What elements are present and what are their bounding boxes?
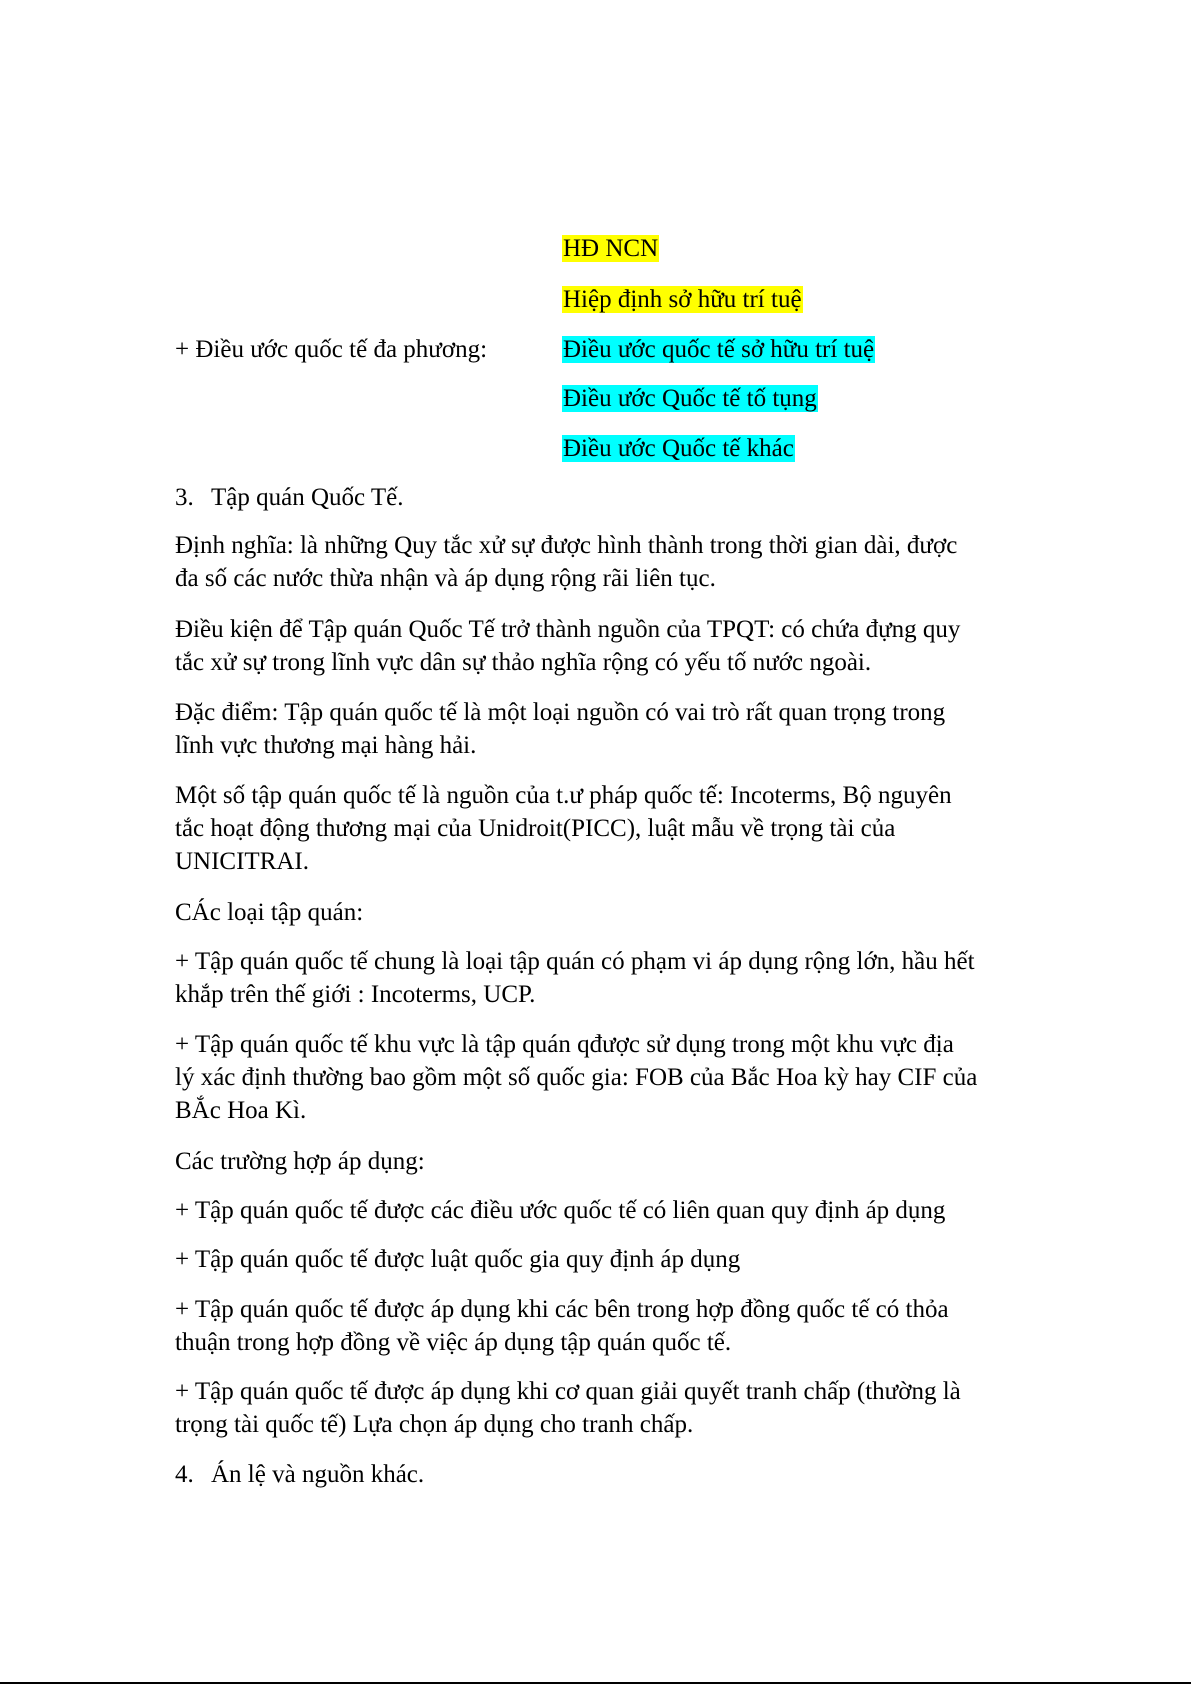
highlighted-text: Điều ước quốc tế sở hữu trí tuệ [563, 336, 875, 363]
paragraph-line: tắc hoạt động thương mại của Unidroit(PICC), luật mẫu về trọng tài của [175, 815, 896, 842]
paragraph-line: UNICITRAI. [175, 848, 310, 875]
multilateral-item [562, 432, 795, 465]
paragraph-line: Các trường hợp áp dụng: [175, 1148, 425, 1175]
section-title: Án lệ và nguồn khác. [211, 1461, 425, 1488]
paragraph-line: Đặc điểm: Tập quán quốc tế là một loại nguồn có vai trò rất quan trọng trong [175, 699, 946, 726]
page-bottom-rule [0, 1682, 1191, 1684]
section-4-heading [175, 1458, 424, 1491]
paragraph-line: + Tập quán quốc tế được các điều ước quốc tế có liên quan quy định áp dụng [175, 1197, 946, 1224]
paragraph-line: Điều kiện để Tập quán Quốc Tế trở thành nguồn của TPQT: có chứa đựng quy [175, 616, 961, 643]
paragraph-line: + Tập quán quốc tế chung là loại tập quán có phạm vi áp dụng rộng lớn, hầu hết [175, 948, 975, 975]
cases-heading [175, 1145, 1075, 1178]
types-heading [175, 896, 1075, 929]
multilateral-item [562, 333, 875, 366]
multilateral-item [562, 382, 818, 415]
paragraph-line: khắp trên thế giới : Incoterms, UCP. [175, 981, 536, 1008]
regional-custom-paragraph [175, 1028, 1075, 1127]
section-title: Tập quán Quốc Tế. [211, 484, 404, 511]
feature-paragraph [175, 696, 1075, 762]
highlighted-text: Điều ước Quốc tế khác [563, 435, 794, 462]
case-item [175, 1194, 1075, 1227]
paragraph-line: Một số tập quán quốc tế là nguồn của t.ư pháp quốc tế: Incoterms, Bộ nguyên [175, 782, 952, 809]
highlighted-text: Hiệp định sở hữu trí tuệ [563, 286, 802, 313]
section-number: 4. [175, 1461, 194, 1488]
case-item [175, 1375, 1075, 1441]
paragraph-line: + Tập quán quốc tế được áp dụng khi cơ quan giải quyết tranh chấp (thường là [175, 1378, 961, 1405]
paragraph-line: Định nghĩa: là những Quy tắc xử sự được hình thành trong thời gian dài, được [175, 532, 958, 559]
paragraph-line: + Tập quán quốc tế khu vực là tập quán qđược sử dụng trong một khu vực địa [175, 1031, 954, 1058]
examples-paragraph [175, 779, 1075, 878]
multilateral-item [562, 232, 659, 265]
highlighted-text: HĐ NCN [563, 235, 659, 262]
section-3-heading [175, 481, 404, 514]
highlighted-text: Điều ước Quốc tế tố tụng [563, 385, 817, 412]
paragraph-line: + Tập quán quốc tế được áp dụng khi các bên trong hợp đồng quốc tế có thỏa [175, 1296, 949, 1323]
paragraph-line: đa số các nước thừa nhận và áp dụng rộng rãi liên tục. [175, 565, 716, 592]
paragraph-line: lĩnh vực thương mại hàng hải. [175, 732, 477, 759]
general-custom-paragraph [175, 945, 1075, 1011]
paragraph-line: CÁc loại tập quán: [175, 899, 364, 926]
case-item [175, 1243, 1075, 1276]
multilateral-item [562, 283, 803, 316]
paragraph-line: + Tập quán quốc tế được luật quốc gia quy định áp dụng [175, 1246, 741, 1273]
multilateral-label: + Điều ước quốc tế đa phương: [175, 336, 488, 363]
paragraph-line: BẮc Hoa Kì. [175, 1097, 307, 1124]
paragraph-line: thuận trong hợp đồng về việc áp dụng tập quán quốc tế. [175, 1329, 732, 1356]
case-item [175, 1293, 1075, 1359]
paragraph-line: lý xác định thường bao gồm một số quốc gia: FOB của Bắc Hoa kỳ hay CIF của [175, 1064, 978, 1091]
section-number: 3. [175, 484, 194, 511]
definition-paragraph [175, 529, 1075, 595]
paragraph-line: tắc xử sự trong lĩnh vực dân sự thảo nghĩa rộng có yếu tố nước ngoài. [175, 649, 872, 676]
condition-paragraph [175, 613, 1075, 679]
paragraph-line: trọng tài quốc tế) Lựa chọn áp dụng cho tranh chấp. [175, 1411, 694, 1438]
